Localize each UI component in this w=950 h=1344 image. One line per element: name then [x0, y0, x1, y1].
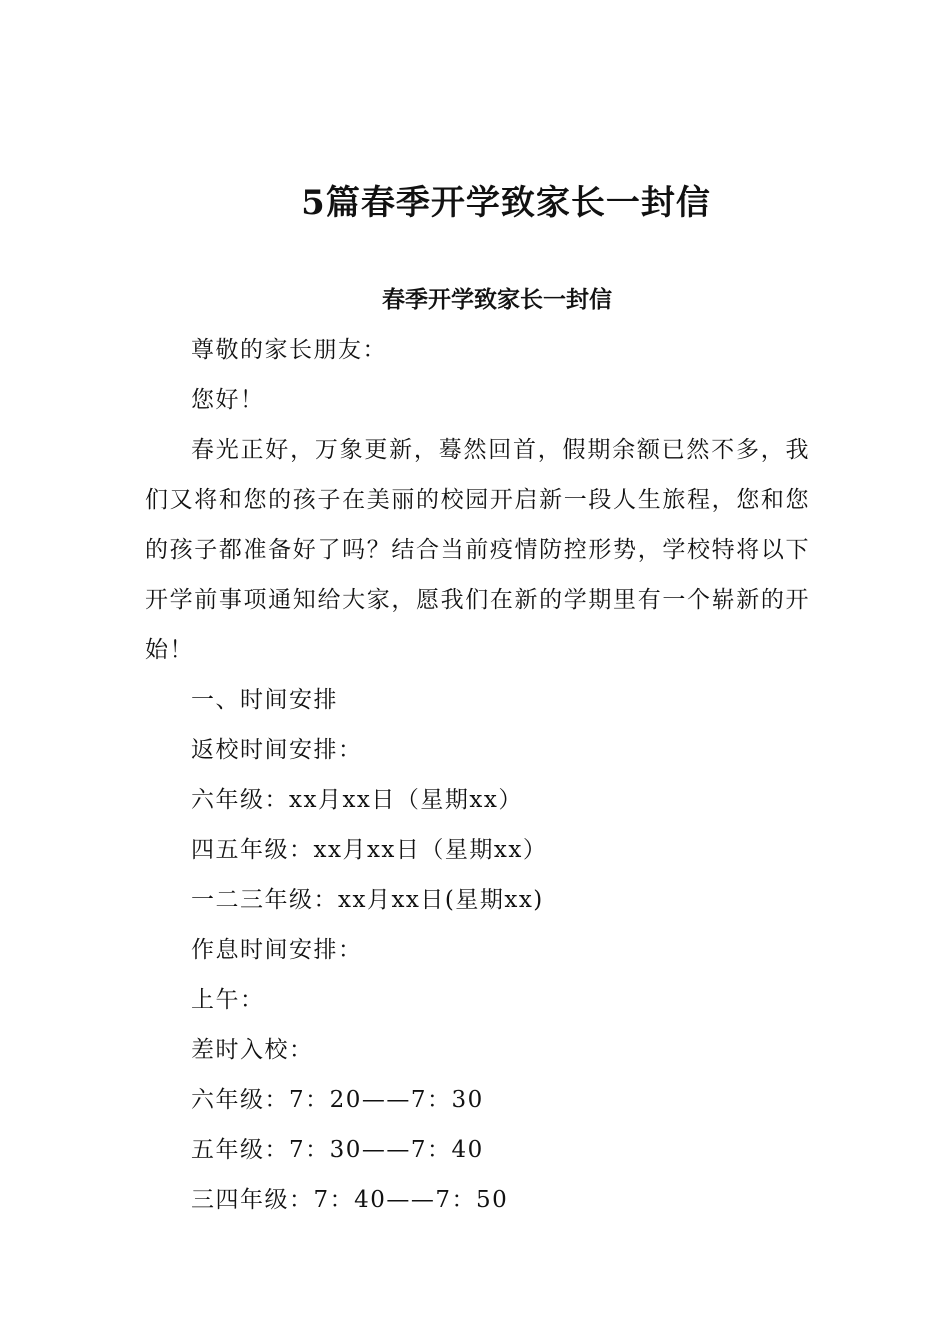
section-title: 春季开学致家长一封信: [382, 286, 612, 313]
return-schedule-heading: 返校时间安排：: [191, 737, 363, 763]
morning-label: 上午：: [191, 987, 265, 1013]
document-title: 5篇春季开学致家长一封信: [301, 183, 711, 223]
heading-time-arrangement: 一、时间安排: [191, 687, 338, 713]
arrival-time-item: 六年级：7：20——7：30: [191, 1087, 484, 1113]
arrival-time-item: 三四年级：7：40——7：50: [191, 1187, 509, 1213]
return-schedule-item: 一二三年级：xx月xx日(星期xx): [191, 887, 544, 913]
daily-schedule-heading: 作息时间安排：: [191, 937, 363, 963]
return-schedule-item: 六年级：xx月xx日（星期xx）: [191, 787, 523, 813]
greeting: 您好！: [191, 387, 265, 413]
letter-body: [145, 325, 810, 1225]
salutation: 尊敬的家长朋友：: [191, 337, 387, 363]
staggered-arrival-label: 差时入校：: [191, 1037, 314, 1063]
arrival-time-item: 五年级：7：30——7：40: [191, 1137, 484, 1163]
return-schedule-item: 四五年级：xx月xx日（星期xx）: [191, 837, 548, 863]
intro-paragraph: 春光正好，万象更新，蓦然回首，假期余额已然不多，我们又将和您的孩子在美丽的校园开启新一段人生旅程，您和您的孩子都准备好了吗？结合当前疫情防控形势，学校特将以下开学前事项通知给大家，愿我们在新的学期里有一个崭新的开始！: [145, 437, 810, 663]
